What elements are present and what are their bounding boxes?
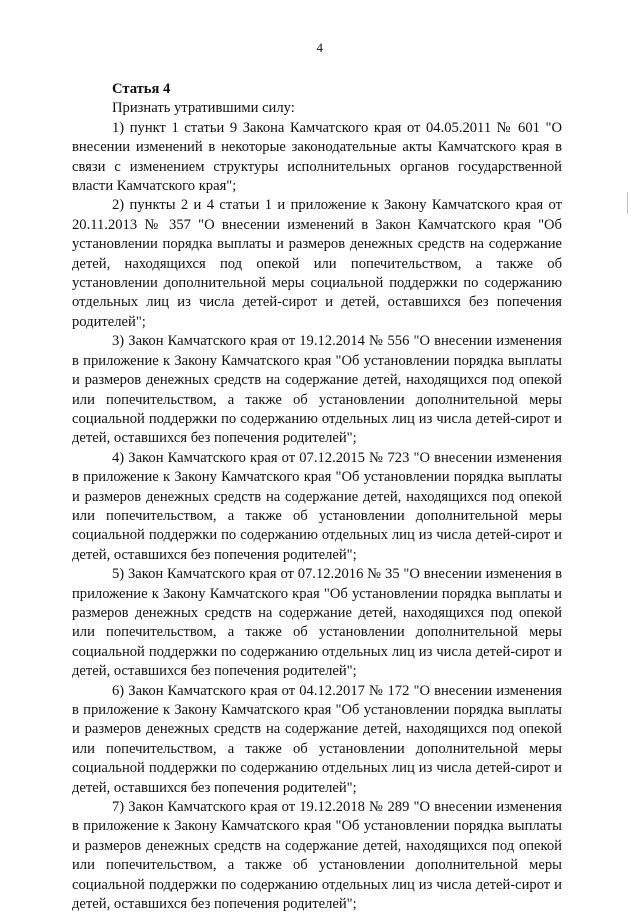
article-item-4: 4) Закон Камчатского края от 07.12.2015 № 723 "О внесении изменения в приложение к Закону Камчатского края "Об установлении порядка выплаты и размеров денежных средств на содержание детей, находящихся под опекой или попечительством, а также об установлении дополнительной меры социальной поддержки по содержанию отдельных лиц из числа детей-сирот и детей, оставшихся без попечения родителей"; [72,449,562,563]
page-number: 4 [316,40,324,55]
article-heading: Статья 4 [112,81,171,97]
article-item-7: 7) Закон Камчатского края от 19.12.2018 № 289 "О внесении изменения в приложение к Закону Камчатского края "Об установлении порядка выплаты и размеров денежных средств на содержание детей, находящихся под опекой или попечительством, а также об установлении дополнительной меры социальной поддержки по содержанию отдельных лиц из числа детей-сирот и детей, оставшихся без попечения родителей"; [72,799,562,913]
scan-margin-mark [627,192,628,214]
article-item-5: 5) Закон Камчатского края от 07.12.2016 № 35 "О внесении изменения в приложение к Закону Камчатского края "Об установлении порядка выплаты и размеров денежных средств на содержание детей, находящихся под опекой или попечительством, а также об установлении дополнительной меры социальной поддержки по содержанию отдельных лиц из числа детей-сирот и детей, оставшихся без попечения родителей"; [72,566,562,680]
article-item-3: 3) Закон Камчатского края от 19.12.2014 № 556 "О внесении изменения в приложение к Закону Камчатского края "Об установлении порядка выплаты и размеров денежных средств на содержание детей, находящихся под опекой или попечительством, а также об установлении дополнительной меры социальной поддержки по содержанию отдельных лиц из числа детей-сирот и детей, оставшихся без попечения родителей"; [72,333,562,447]
article-item-2: 2) пункты 2 и 4 статьи 1 и приложение к Закону Камчатского края от 20.11.2013 № 357 "О внесении изменений в Закон Камчатского края "Об установлении порядка выплаты и размеров денежных средств на содержание детей, находящихся под опекой или попечительством, а также об установлении дополнительной меры социальной поддержки по содержанию отдельных лиц из числа детей-сирот и детей, оставшихся без попечения родителей"; [72,197,562,330]
article-intro: Признать утратившими силу: [112,100,295,117]
article-item-6: 6) Закон Камчатского края от 04.12.2017 № 172 "О внесении изменения в приложение к Закону Камчатского края "Об установлении порядка выплаты и размеров денежных средств на содержание детей, находящихся под опекой или попечительством, а также об установлении дополнительной меры социальной поддержки по содержанию отдельных лиц из числа детей-сирот и детей, оставшихся без попечения родителей"; [72,682,562,796]
document-body [72,80,562,914]
article-item-1: 1) пункт 1 статьи 9 Закона Камчатского края от 04.05.2011 № 601 "О внесении изменений в некоторые законодательные акты Камчатского края в связи с изменением структуры исполнительных органов государственной власти Камчатского края"; [72,119,562,195]
